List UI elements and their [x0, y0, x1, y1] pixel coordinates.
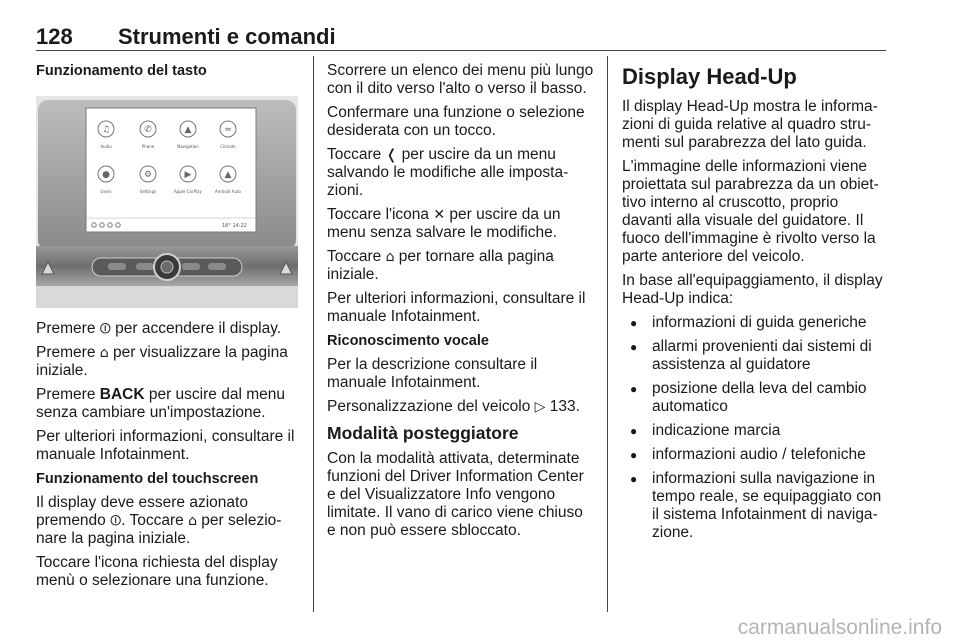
status-temperature-time: 18° 14:22 — [222, 223, 247, 229]
paragraph: Scorrere un elenco dei menu più lungo con il dito verso l'alto o verso il basso. — [327, 62, 594, 97]
control-button — [108, 263, 126, 270]
page-header — [36, 24, 886, 50]
paragraph: Premere ⌂ per visualizzare la pagina iniziale. — [36, 344, 288, 379]
paragraph: Per ulteriori informazioni, consultare il manuale Infotainment. — [327, 290, 586, 325]
power-icon: ⏼ — [99, 321, 111, 337]
subheading-touchscreen: Funzionamento del touchscreen — [36, 471, 259, 487]
paragraph: Confermare una funzione o selezione desiderata con un tocco. — [327, 104, 585, 139]
column-3 — [622, 62, 890, 548]
list-item: ● posizione della leva del cambio automatico — [622, 380, 890, 416]
header-rule — [36, 50, 886, 51]
paragraph: L'immagine delle informazioni viene proiettata sul parabrezza da un obiet-tivo interno al cruscotto, proprio davanti alla visuale del guidatore. Il fuoco dell'immagine è rivolto verso la parte anteriore del veicolo. — [622, 158, 879, 265]
list-item: ● informazioni audio / telefoniche — [622, 446, 890, 464]
infotainment-figure — [36, 96, 298, 308]
app-label: Users — [100, 189, 112, 194]
control-button — [208, 263, 226, 270]
list-item: ● indicazione marcia — [622, 422, 890, 440]
paragraph: In base all'equipaggiamento, il display Head-Up indica: — [622, 272, 883, 307]
app-label: Navigation — [177, 144, 199, 149]
paragraph: Toccare ❬ per uscire da un menu salvando le modifiche alle imposta-zioni. — [327, 146, 569, 199]
svg-text:♫: ♫ — [101, 125, 111, 135]
paragraph: Con la modalità attivata, determinate funzioni del Driver Information Center e del Visualizzatore Info vengono limitate. Il vano di carico viene chiuso e non può essere sbloccato. — [327, 450, 584, 539]
watermark: carmanualsonline.info — [737, 616, 942, 639]
column-2 — [327, 62, 595, 546]
paragraph: Il display Head-Up mostra le informa-zioni di guida relative al quadro stru-menti sul parabrezza del lato guida. — [622, 98, 878, 151]
svg-text:✆: ✆ — [144, 125, 152, 135]
heading-valet-mode: Modalità posteggiatore — [327, 423, 519, 443]
power-icon — [161, 261, 173, 273]
svg-text:▲: ▲ — [224, 170, 232, 180]
svg-text:⚙: ⚙ — [143, 170, 153, 180]
app-label: Settings — [139, 189, 157, 194]
page-number: 128 — [36, 24, 73, 49]
list-item: ● informazioni di guida generiche — [622, 314, 890, 332]
home-icon: ⌂ — [385, 249, 395, 265]
paragraph: Per la descrizione consultare il manuale Infotainment. — [327, 356, 538, 391]
close-icon: ✕ — [433, 207, 446, 223]
app-label: Audio — [100, 144, 112, 149]
list-item: ● informazioni sulla navigazione in tempo reale, se equipaggiato con il sistema Infotainment di naviga-zione. — [622, 470, 890, 542]
paragraph: Premere ⏼ per accendere il display. — [36, 320, 282, 337]
app-label: Android Auto — [214, 189, 242, 194]
app-label: Phone — [141, 144, 155, 149]
back-chevron-icon: ❬ — [385, 147, 398, 163]
svg-text:●: ● — [102, 170, 110, 180]
paragraph: Toccare l'icona richiesta del display menù o selezionare una funzione. — [36, 554, 278, 589]
home-icon: ⌂ — [99, 345, 109, 361]
app-label: Apple CarPlay — [174, 189, 202, 194]
control-button — [182, 263, 200, 270]
page-reference-icon: ▷ — [534, 399, 546, 415]
paragraph: Premere BACK per uscire dal menu senza cambiare un'impostazione. — [36, 386, 285, 421]
column-1-text — [36, 320, 298, 596]
heading-head-up-display: Display Head-Up — [622, 64, 797, 89]
list-item: ● allarmi provenienti dai sistemi di assistenza al guidatore — [622, 338, 890, 374]
column-1 — [36, 62, 298, 86]
paragraph: Personalizzazione del veicolo ▷ 133. — [327, 398, 580, 415]
back-label: BACK — [99, 386, 145, 403]
paragraph: Il display deve essere azionato premendo ⏼. Toccare ⌂ per selezio-nare la pagina iniziale. — [36, 494, 282, 547]
paragraph: Toccare ⌂ per tornare alla pagina iniziale. — [327, 248, 554, 283]
section-title: Strumenti e comandi — [118, 24, 336, 49]
svg-text:≈: ≈ — [224, 125, 232, 135]
power-icon: ⏼ — [110, 513, 122, 529]
app-label: Climate — [220, 144, 236, 149]
subheading-button-operation: Funzionamento del tasto — [36, 63, 207, 79]
home-icon: ⌂ — [188, 513, 197, 529]
subheading-voice-recognition: Riconoscimento vocale — [327, 333, 489, 349]
paragraph: Toccare l'icona ✕ per uscire da un menu senza salvare le modifiche. — [327, 206, 561, 241]
column-divider — [607, 56, 608, 612]
svg-text:▶: ▶ — [184, 170, 192, 180]
paragraph: Per ulteriori informazioni, consultare il manuale Infotainment. — [36, 428, 295, 463]
column-divider — [313, 56, 314, 612]
hud-info-list — [622, 314, 890, 542]
control-button — [136, 263, 154, 270]
svg-text:▲: ▲ — [184, 125, 192, 135]
